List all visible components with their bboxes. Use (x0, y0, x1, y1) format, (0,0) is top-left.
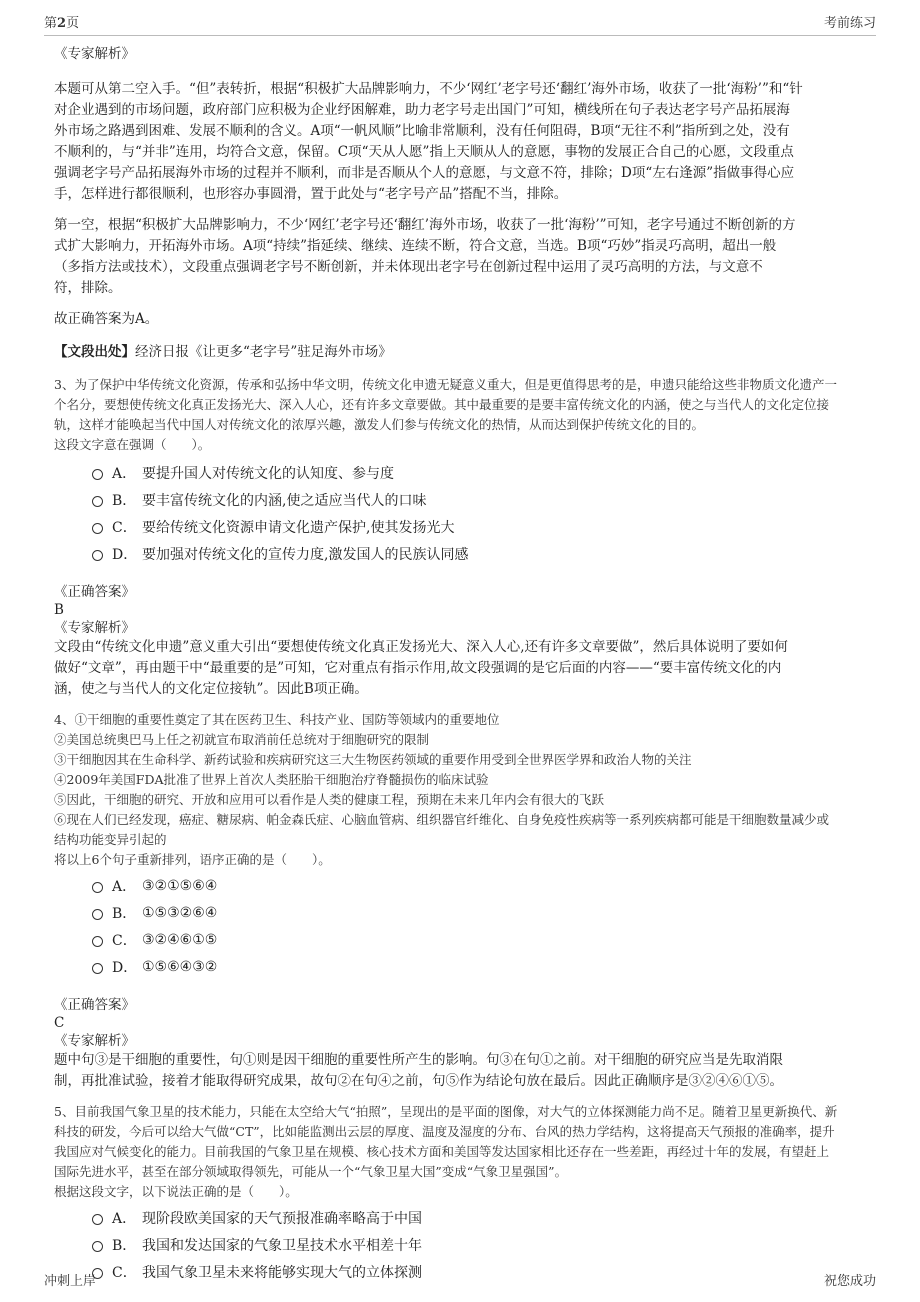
option-d[interactable] (92, 540, 866, 567)
option-text: 我国气象卫星未来将能够实现大气的立体探测 (142, 1264, 422, 1281)
option-a[interactable] (92, 459, 866, 486)
option-letter: C． (112, 932, 137, 949)
option-letter: B． (112, 905, 137, 922)
text-line: 文段由“传统文化申遗”意义重大引出“要想使传统文化真正发扬光大、深入人心,还有许多文章要做”，然后具体说明了要如何 (54, 639, 788, 655)
option-letter: C． (112, 519, 137, 536)
answer-label: 《正确答案》 (54, 997, 135, 1013)
text-line: 对企业遇到的市场问题，政府部门应积极为企业纾困解难，助力老字号走出国门”可知，横线所在句子表达老字号产品拓展海 (54, 102, 790, 118)
question-3 (54, 375, 866, 700)
option-letter: A． (112, 1210, 137, 1227)
question-line: 这段文字意在强调（ ）。 (54, 437, 211, 452)
option-b[interactable] (92, 1231, 866, 1258)
question-line: 结构功能变异引起的 (54, 832, 167, 847)
radio-icon[interactable] (92, 909, 103, 920)
question-line: 4、①干细胞的重要性奠定了其在医药卫生、科技产业、国防等领域内的重要地位 (54, 712, 500, 727)
q2-source (54, 342, 866, 363)
page-number (44, 12, 79, 31)
text-line: 涵，使之与当代人的文化定位接轨”。因此B项正确。 (54, 681, 368, 697)
footer-right: 祝您成功 (823, 1274, 876, 1289)
answer-value: C (54, 1015, 65, 1031)
text-line: 做好“文章”，再由题干中“最重要的是”可知，它对重点有指示作用,故文段强调的是它后面的内容——“要丰富传统文化的内 (54, 660, 782, 676)
option-text: 要加强对传统文化的宣传力度,激发国人的民族认同感 (142, 546, 469, 563)
option-letter: B． (112, 492, 137, 509)
option-c[interactable] (92, 513, 866, 540)
option-letter: A． (112, 878, 137, 895)
radio-icon[interactable] (92, 963, 103, 974)
page-num: 2 (57, 16, 67, 31)
question-line: ⑥现在人们已经发现，癌症、糖尿病、帕金森氏症、心脑血管病、组织器官纤维化、自身免疫性疾病等一系列疾病都可能是干细胞数量减少或 (54, 812, 830, 827)
answer-label: 《正确答案》 (54, 584, 135, 600)
page-footer (44, 1270, 876, 1289)
option-text: ③②④⑥①⑤ (142, 931, 218, 948)
question-line: 将以上6个句子重新排列，语序正确的是（ ）。 (54, 852, 331, 867)
source-text: 经济日报《让更多“老字号”驻足海外市场》 (135, 344, 392, 360)
question-4 (54, 710, 866, 1092)
radio-icon[interactable] (92, 1214, 103, 1225)
text-line: 第一空，根据“积极扩大品牌影响力，不少‘网红’老字号还‘翻红’海外市场，收获了一批‘海粉’”可知，老字号通过不断创新的方 (54, 217, 796, 233)
question-line: 个名分，要想使传统文化真正发扬光大、深入人心，还有许多文章要做。其中最重要的是要丰富传统文化的内涵，使之与当代人的文化定位接 (54, 397, 830, 412)
radio-icon[interactable] (92, 936, 103, 947)
analysis-label: 《专家解析》 (54, 620, 135, 636)
page-header (44, 12, 876, 36)
option-text: ③②①⑤⑥④ (142, 877, 218, 894)
page-suffix: 页 (66, 16, 80, 31)
option-b[interactable] (92, 486, 866, 513)
text-line: 强调老字号产品拓展海外市场的过程并不顺利，而非是否顺从个人的意愿，与文意不符，排除；D项“左右逢源”指做事得心应 (54, 165, 795, 181)
analysis-label: 《专家解析》 (54, 1033, 135, 1049)
option-text: 要给传统文化资源申请文化遗产保护,使其发扬光大 (142, 519, 455, 536)
radio-icon[interactable] (92, 469, 103, 480)
option-b[interactable] (92, 899, 866, 926)
q2-conclusion: 故正确答案为A。 (54, 311, 159, 327)
question-line: ④2009年美国FDA批准了世界上首次人类胚胎干细胞治疗脊髓损伤的临床试验 (54, 772, 489, 787)
option-text: ①⑤③②⑥④ (142, 904, 218, 921)
q2-analysis-label: 《专家解析》 (54, 46, 135, 62)
radio-icon[interactable] (92, 496, 103, 507)
option-c[interactable] (92, 926, 866, 953)
question-5 (54, 1102, 866, 1285)
text-line: 不顺利的，与“并非”连用，均符合文意，保留。C项“天从人愿”指上天顺从人的意愿，事物的发展正合自己的心愿，文段重点 (54, 144, 794, 160)
text-line: 题中句③是干细胞的重要性，句①则是因干细胞的重要性所产生的影响。句③在句①之前。对干细胞的研究应当是先取消限 (54, 1052, 783, 1068)
option-text: ①⑤⑥④③② (142, 958, 218, 975)
question-line: 国际先进水平，甚至在部分领域取得领先，可能从一个“气象卫星大国”变成“气象卫星强国”。 (54, 1164, 568, 1179)
option-d[interactable] (92, 953, 866, 980)
question-line: 我国应对气候变化的能力。目前我国的气象卫星在规模、核心技术方面和美国等发达国家相比还存在一些差距，再经过十年的发展，有望赶上 (54, 1144, 830, 1159)
option-a[interactable] (92, 872, 866, 899)
option-a[interactable] (92, 1204, 866, 1231)
text-line: 制，再批准试验，接着才能取得研究成果，故句②在句④之前，句⑤作为结论句放在最后。因此正确顺序是③②④⑥①⑤。 (54, 1073, 783, 1089)
question-line: 3、为了保护中华传统文化资源，传承和弘扬中华文明，传统文化申遗无疑意义重大，但是更值得思考的是，申遗只能给这些非物质文化遗产一 (54, 377, 837, 392)
option-letter: B． (112, 1237, 137, 1254)
footer-left: 冲刺上岸 (44, 1274, 97, 1289)
q2-analysis-para2 (54, 215, 866, 299)
text-line: （多指方法或技术），文段重点强调老字号不断创新，并未体现出老字号在创新过程中运用了灵巧高明的方法，与文意不 (54, 259, 763, 275)
question-line: 5、目前我国气象卫星的技术能力，只能在太空给大气“拍照”，呈现出的是平面的图像，对大气的立体探测能力尚不足。随着卫星更新换代、新 (54, 1104, 838, 1119)
option-letter: D． (112, 959, 138, 976)
text-line: 式扩大影响力，开拓海外市场。A项“持续”指延续、继续、连续不断，符合文意，当选。B项“巧妙”指灵巧高明，超出一般 (54, 238, 777, 254)
radio-icon[interactable] (92, 550, 103, 561)
option-letter: A． (112, 465, 137, 482)
question-line: 科技的研发，今后可以给大气做“CT”，比如能监测出云层的厚度、温度及湿度的分布、台风的热力学结构，这将提高天气预报的准确率，提升 (54, 1124, 835, 1139)
question-line: 轨，这样才能唤起当代中国人对传统文化的浓厚兴趣，激发人们参与传统文化的热情，从而达到保护传统文化的目的。 (54, 417, 705, 432)
question-line: ②美国总统奥巴马上任之初就宣布取消前任总统对于细胞研究的限制 (54, 732, 430, 747)
header-title: 考前练习 (823, 16, 876, 31)
radio-icon[interactable] (92, 882, 103, 893)
option-letter: D． (112, 546, 138, 563)
page-content (54, 44, 866, 1285)
radio-icon[interactable] (92, 523, 103, 534)
text-line: 手，怎样进行都很顺利，也形容办事圆滑，置于此处与“老字号产品”搭配不当，排除。 (54, 186, 568, 202)
question-line: ③干细胞因其在生命科学、新药试验和疾病研究这三大生物医药领域的重要作用受到全世界医学界和政治人物的关注 (54, 752, 692, 767)
question-line: 根据这段文字，以下说法正确的是（ ）。 (54, 1184, 298, 1199)
option-text: 要丰富传统文化的内涵,使之适应当代人的口味 (142, 492, 427, 509)
option-letter: C． (112, 1264, 137, 1281)
text-line: 符，排除。 (54, 280, 122, 296)
text-line: 本题可从第二空入手。“但”表转折，根据“积极扩大品牌影响力，不少‘网红’老字号还‘翻红’海外市场，收获了一批‘海粉’”和“针 (54, 81, 803, 97)
page-prefix: 第 (44, 16, 58, 31)
radio-icon[interactable] (92, 1241, 103, 1252)
option-text: 我国和发达国家的气象卫星技术水平相差十年 (142, 1237, 422, 1254)
option-text: 现阶段欧美国家的天气预报准确率略高于中国 (142, 1210, 422, 1227)
text-line: 外市场之路遇到困难、发展不顺利的含义。A项“一帆风顺”比喻非常顺利，没有任何阻碍，B项“无往不利”指所到之处，没有 (54, 123, 790, 139)
answer-value: B (54, 602, 64, 618)
source-label: 【文段出处】 (54, 344, 135, 360)
option-text: 要提升国人对传统文化的认知度、参与度 (142, 465, 394, 482)
question-line: ⑤因此，干细胞的研究、开放和应用可以看作是人类的健康工程，预期在未来几年内会有很大的飞跃 (54, 792, 605, 807)
q2-analysis-para1 (54, 79, 866, 205)
